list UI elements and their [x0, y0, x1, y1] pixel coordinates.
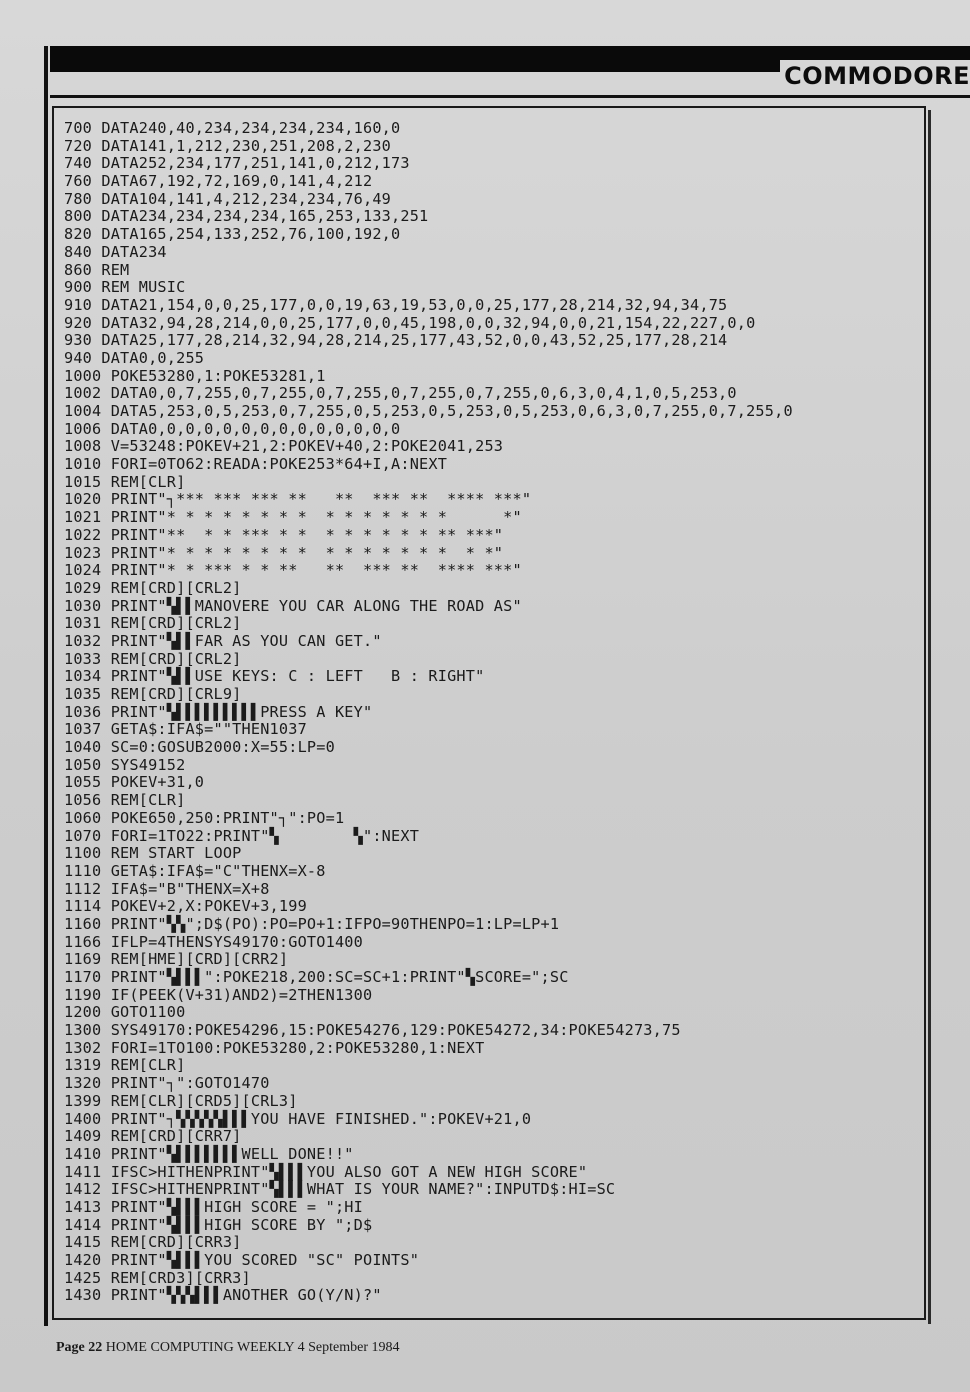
code-line: 1029 REM[CRD][CRL2] [64, 578, 242, 597]
code-line: 1319 REM[CLR] [64, 1056, 186, 1075]
code-line: 1302 FORI=1TO100:POKE53280,2:POKE53280,1:NEXT [64, 1038, 485, 1057]
code-line: 1037 GETA$:IFA$=""THEN1037 [64, 720, 307, 739]
page-number: Page 22 [56, 1340, 103, 1355]
code-line: 1409 REM[CRD][CRR7] [64, 1127, 242, 1146]
code-line: 1400 PRINT"┐▚▚▚▚▚▌▌▌YOU HAVE FINISHED.":POKEV+21,0 [64, 1109, 532, 1128]
code-line: 1399 REM[CLR][CRD5][CRL3] [64, 1091, 298, 1110]
code-line: 1411 IFSC>HITHENPRINT"▚▌▌▌YOU ALSO GOT A NEW HIGH SCORE" [64, 1162, 588, 1181]
code-line: 1190 IF(PEEK(V+31)AND2)=2THEN1300 [64, 985, 373, 1004]
code-line: 1030 PRINT"▚▌▌MANOVERE YOU CAR ALONG THE ROAD AS" [64, 596, 522, 615]
code-line: 1031 REM[CRD][CRL2] [64, 614, 242, 633]
code-line: 1024 PRINT"* * *** * * ** ** *** ** **** ***" [64, 561, 522, 580]
code-line: 900 REM MUSIC [64, 278, 186, 297]
code-line: 760 DATA67,192,72,169,0,141,4,212 [64, 172, 373, 191]
code-line: 1002 DATA0,0,7,255,0,7,255,0,7,255,0,7,255,0,7,255,0,6,3,0,4,1,0,5,253,0 [64, 384, 737, 403]
program-listing [64, 120, 914, 1305]
code-line: 1033 REM[CRD][CRL2] [64, 649, 242, 668]
code-line: 1021 PRINT"* * * * * * * * * * * * * * * *" [64, 508, 522, 527]
code-line: 1022 PRINT"** * * *** * * * * * * * * ** ***" [64, 525, 504, 544]
header-underline [50, 95, 970, 98]
code-line: 1410 PRINT"▚▌▌▌▌▌▌▌WELL DONE!!" [64, 1144, 354, 1163]
code-line: 920 DATA32,94,28,214,0,0,25,177,0,0,45,198,0,0,32,94,0,0,21,154,22,227,0,0 [64, 313, 756, 332]
code-line: 1320 PRINT"┐":GOTO1470 [64, 1074, 270, 1093]
code-line: 840 DATA234 [64, 242, 167, 261]
code-line: 1420 PRINT"▚▌▌▌YOU SCORED "SC" POINTS" [64, 1251, 420, 1269]
code-line: 1413 PRINT"▚▌▌▌HIGH SCORE = ";HI [64, 1197, 363, 1216]
code-line: 1055 POKEV+31,0 [64, 773, 205, 792]
left-margin-rule [44, 46, 48, 1326]
code-line: 1160 PRINT"▚▚";D$(PO):PO=PO+1:IFPO=90THENPO=1:LP=LP+1 [64, 914, 560, 933]
code-line: 800 DATA234,234,234,234,165,253,133,251 [64, 207, 429, 226]
code-line: 1008 V=53248:POKEV+21,2:POKEV+40,2:POKE2041,253 [64, 437, 504, 456]
code-line: 1000 POKE53280,1:POKE53281,1 [64, 366, 326, 385]
code-line: 1034 PRINT"▚▌▌USE KEYS: C : LEFT B : RIGHT" [64, 667, 485, 686]
code-line: 1414 PRINT"▚▌▌▌HIGH SCORE BY ";D$ [64, 1215, 373, 1234]
code-line: 1415 REM[CRD][CRR3] [64, 1233, 242, 1252]
listing-frame-shadow [928, 110, 931, 1324]
code-line: 1425 REM[CRD3][CRR3] [64, 1268, 251, 1287]
code-line: 1060 POKE650,250:PRINT"┐":PO=1 [64, 808, 345, 827]
code-line: 860 REM [64, 260, 130, 279]
code-line: 1015 REM[CLR] [64, 472, 186, 491]
code-line: 1169 REM[HME][CRD][CRR2] [64, 950, 289, 969]
page-footer [56, 1340, 400, 1356]
code-line: 1070 FORI=1TO22:PRINT"▚ ▚":NEXT [64, 826, 420, 845]
code-line: 930 DATA25,177,28,214,32,94,28,214,25,177,43,52,0,0,43,52,25,177,28,214 [64, 331, 728, 350]
code-line: 1430 PRINT"▚▚▚▌▌▌ANOTHER GO(Y/N)?" [64, 1286, 382, 1305]
section-label: COMMODORE [780, 60, 970, 92]
code-line: 1166 IFLP=4THENSYS49170:GOTO1400 [64, 932, 363, 951]
code-line: 1412 IFSC>HITHENPRINT"▚▌▌▌WHAT IS YOUR NAME?":INPUTD$:HI=SC [64, 1180, 616, 1199]
code-line: 740 DATA252,234,177,251,141,0,212,173 [64, 154, 410, 173]
code-line: 1020 PRINT"┐*** *** *** ** ** *** ** **** ***" [64, 490, 532, 509]
code-line: 1112 IFA$="B"THENX=X+8 [64, 879, 270, 898]
code-line: 1006 DATA0,0,0,0,0,0,0,0,0,0,0,0,0,0 [64, 419, 401, 438]
code-line: 1110 GETA$:IFA$="C"THENX=X-8 [64, 861, 326, 880]
code-line: 1050 SYS49152 [64, 755, 186, 774]
code-line: 1032 PRINT"▚▌▌FAR AS YOU CAN GET." [64, 631, 382, 650]
code-line: 1200 GOTO1100 [64, 1003, 186, 1022]
publication-line: HOME COMPUTING WEEKLY 4 September 1984 [105, 1340, 400, 1355]
code-line: 1056 REM[CLR] [64, 791, 186, 810]
code-line: 1035 REM[CRD][CRL9] [64, 685, 242, 703]
code-line: 1100 REM START LOOP [64, 844, 242, 863]
code-line: 720 DATA141,1,212,230,251,208,2,230 [64, 136, 392, 155]
code-line: 1170 PRINT"▚▌▌▌":POKE218,200:SC=SC+1:PRINT"▚SCORE=";SC [64, 968, 569, 986]
code-line: 910 DATA21,154,0,0,25,177,0,0,19,63,19,53,0,0,25,177,28,214,32,94,34,75 [64, 295, 728, 314]
code-line: 700 DATA240,40,234,234,234,234,160,0 [64, 119, 401, 137]
code-line: 940 DATA0,0,255 [64, 348, 205, 367]
code-line: 1040 SC=0:GOSUB2000:X=55:LP=0 [64, 738, 335, 757]
code-line: 1010 FORI=0TO62:READA:POKE253*64+I,A:NEXT [64, 455, 448, 474]
code-line: 1036 PRINT"▚▌▌▌▌▌▌▌▌▌PRESS A KEY" [64, 702, 373, 721]
code-line: 1023 PRINT"* * * * * * * * * * * * * * * * *" [64, 543, 504, 562]
code-line: 1114 POKEV+2,X:POKEV+3,199 [64, 897, 307, 916]
code-line: 1300 SYS49170:POKE54296,15:POKE54276,129:POKE54272,34:POKE54273,75 [64, 1021, 681, 1040]
code-line: 820 DATA165,254,133,252,76,100,192,0 [64, 225, 401, 244]
code-line: 1004 DATA5,253,0,5,253,0,7,255,0,5,253,0,5,253,0,5,253,0,6,3,0,7,255,0,7,255,0 [64, 402, 793, 420]
code-line: 780 DATA104,141,4,212,234,234,76,49 [64, 189, 392, 208]
